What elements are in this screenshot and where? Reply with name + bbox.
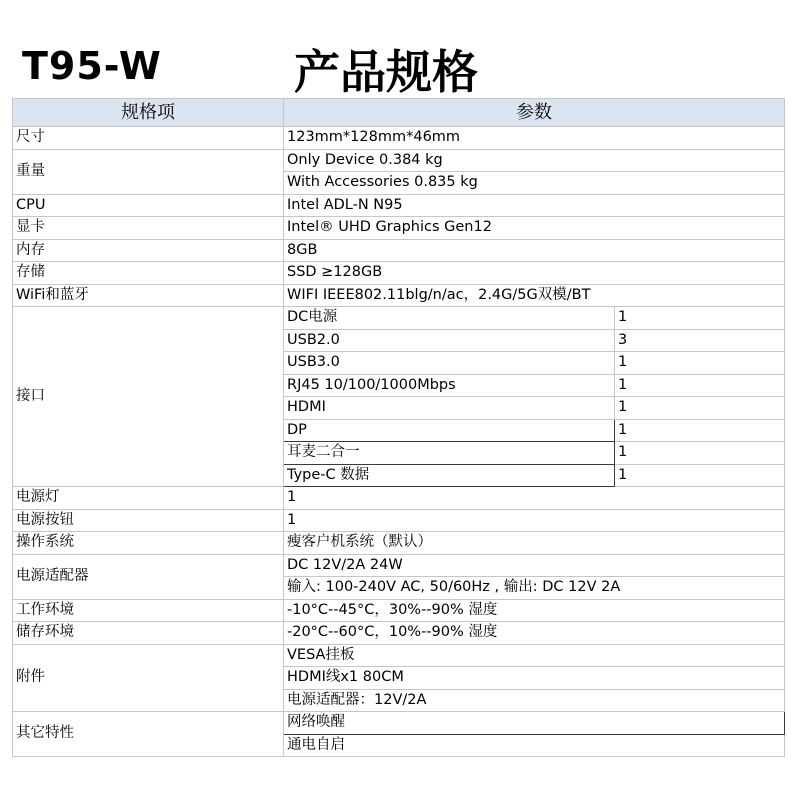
spec-table (12, 98, 785, 757)
spec-label-memory: 内存 (13, 239, 284, 262)
table-row (13, 599, 785, 622)
port-name: 耳麦二合一 (284, 442, 615, 465)
spec-label-wifi: WiFi和蓝牙 (13, 284, 284, 307)
table-row (13, 712, 785, 735)
table-row (13, 149, 785, 172)
spec-value-memory: 8GB (284, 239, 785, 262)
spec-label-storage-env: 储存环境 (13, 622, 284, 645)
table-row (13, 554, 785, 577)
page-title: 产品规格 (294, 45, 478, 99)
model-name: T95-W (22, 44, 162, 88)
spec-value-adapter-rating: DC 12V/2A 24W (284, 554, 785, 577)
spec-label-os: 操作系统 (13, 532, 284, 555)
port-count: 1 (615, 442, 785, 465)
table-row (13, 239, 785, 262)
spec-value-other: 通电自启 (284, 734, 785, 757)
table-row (13, 262, 785, 285)
column-header-item: 规格项 (13, 99, 284, 127)
port-count: 3 (615, 329, 785, 352)
spec-value-accessory: VESA挂板 (284, 644, 785, 667)
table-row (13, 532, 785, 555)
spec-value-weight-accessories: With Accessories 0.835 kg (284, 172, 785, 195)
spec-label-accessories: 附件 (13, 644, 284, 712)
spec-value-accessory: 电源适配器：12V/2A (284, 689, 785, 712)
spec-label-other: 其它特性 (13, 712, 284, 757)
spec-label-gpu: 显卡 (13, 217, 284, 240)
spec-label-adapter: 电源适配器 (13, 554, 284, 599)
spec-value-working-env: -10°C--45°C，30%--90% 湿度 (284, 599, 785, 622)
table-row (13, 217, 785, 240)
spec-label-power-led: 电源灯 (13, 487, 284, 510)
spec-label-power-button: 电源按钮 (13, 509, 284, 532)
port-name: RJ45 10/100/1000Mbps (284, 374, 615, 397)
spec-label-storage: 存储 (13, 262, 284, 285)
column-header-param: 参数 (284, 99, 785, 127)
table-row (13, 307, 785, 330)
spec-value-gpu: Intel® UHD Graphics Gen12 (284, 217, 785, 240)
spec-value-os: 瘦客户机系统（默认） (284, 532, 785, 555)
spec-label-weight: 重量 (13, 149, 284, 194)
port-count: 1 (615, 464, 785, 487)
table-row (13, 509, 785, 532)
spec-value-power-led: 1 (284, 487, 785, 510)
table-header-row (13, 99, 785, 127)
spec-label-cpu: CPU (13, 194, 284, 217)
spec-label-size: 尺寸 (13, 127, 284, 150)
table-row (13, 284, 785, 307)
port-count: 1 (615, 374, 785, 397)
spec-label-ports: 接口 (13, 307, 284, 487)
spec-label-working-env: 工作环境 (13, 599, 284, 622)
spec-value-power-button: 1 (284, 509, 785, 532)
port-name: USB2.0 (284, 329, 615, 352)
port-count: 1 (615, 419, 785, 442)
table-row (13, 487, 785, 510)
spec-value-wifi: WIFI IEEE802.11blg/n/ac，2.4G/5G双模/BT (284, 284, 785, 307)
spec-value-storage-env: -20°C--60°C，10%--90% 湿度 (284, 622, 785, 645)
port-name: HDMI (284, 397, 615, 420)
port-count: 1 (615, 352, 785, 375)
spec-value-cpu: Intel ADL-N N95 (284, 194, 785, 217)
spec-value-other: 网络唤醒 (284, 712, 785, 735)
port-name: USB3.0 (284, 352, 615, 375)
spec-value-size: 123mm*128mm*46mm (284, 127, 785, 150)
spec-value-storage: SSD ≥128GB (284, 262, 785, 285)
port-count: 1 (615, 397, 785, 420)
port-name: DP (284, 419, 615, 442)
table-row (13, 194, 785, 217)
spec-value-weight-device: Only Device 0.384 kg (284, 149, 785, 172)
spec-value-accessory: HDMI线x1 80CM (284, 667, 785, 690)
table-row (13, 127, 785, 150)
port-count: 1 (615, 307, 785, 330)
table-row (13, 644, 785, 667)
table-row (13, 622, 785, 645)
spec-value-adapter-io: 输入: 100-240V AC, 50/60Hz , 输出: DC 12V 2A (284, 577, 785, 600)
port-name: Type-C 数据 (284, 464, 615, 487)
port-name: DC电源 (284, 307, 615, 330)
